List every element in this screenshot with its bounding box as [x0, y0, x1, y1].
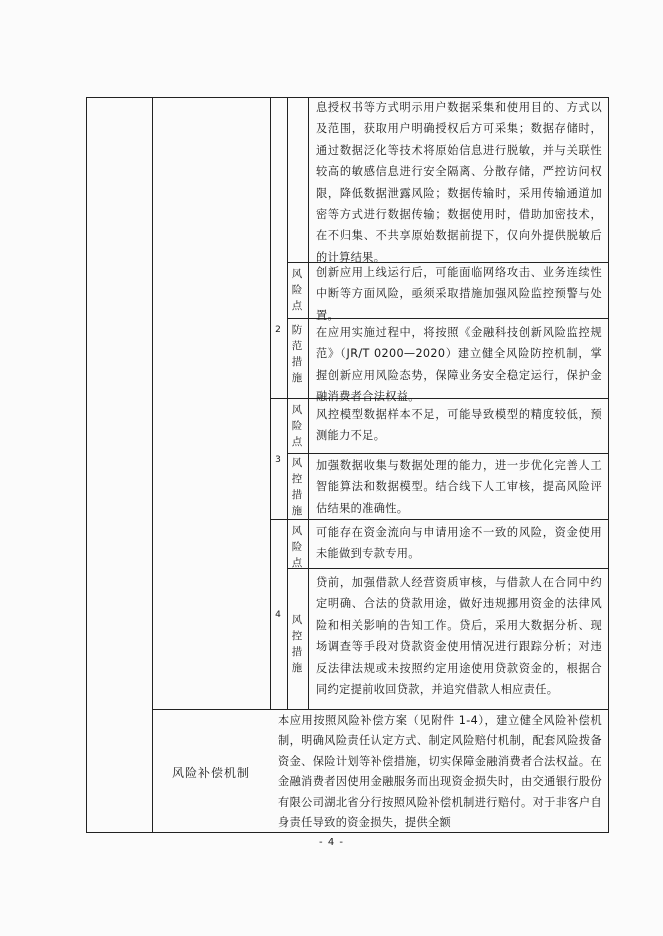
risk-point-label-2: 风险点: [291, 268, 303, 312]
compensation-text: 本应用按照风险补偿方案（见附件 1-4），建立健全风险补偿机制，明确风险责任认定方式、制定风险赔付机制，配套风险拨备资金、保险计划等补偿措施，切实保障金融消费者合法权益。在金融消费者因使用金融服务而出现资金损失时，由交通银行股份有限公司湖北省分行按照风险补偿机制进行赔付。对于非客户自身责任导致的资金损失，提供全额: [278, 714, 602, 830]
control-text-3: 加强数据收集与数据处理的能力，进一步优化完善人工智能算法和数据模型。结合线下人工审核，提高风险评估结果的准确性。: [316, 459, 602, 515]
risk-point-text-2: 创新应用上线运行后，可能面临网络攻击、业务连续性中断等方面风险，亟须采取措施加强风险监控预警与处置。: [316, 266, 602, 322]
control-text-4: 贷前，加强借款人经营资质审核，与借款人在合同中约定明确、合法的贷款用途，做好违规挪用资金的法律风险和相关影响的告知工作。贷后，采用大数据分析、现场调查等手段对贷款资金使用情况进行跟踪分析；对违反法律法规或未按照约定用途使用贷款资金的，根据合同约定提前收回贷款，并追究借款人相应责任。: [316, 576, 602, 697]
control-label-3: 风控措施: [291, 457, 303, 517]
risk-point-label-3: 风险点: [291, 404, 303, 448]
row-sep-item4: [152, 709, 608, 710]
page-number: - 4 -: [319, 837, 344, 848]
prevention-text-2: 在应用实施过程中，将按照《金融科技创新风险监控规范》（JR/T 0200—2020）建立健全风险防控机制，掌握创新应用风险态势，保障业务安全稳定运行，保护金融消费者合法权益。: [316, 326, 602, 404]
risk-point-text-4: 可能存在资金流向与申请用途不一致的风险，资金使用未能做到专款专用。: [316, 526, 602, 561]
risk-point-label-4: 风险点: [291, 525, 303, 569]
compensation-title: 风险补偿机制: [171, 766, 250, 780]
risk-point-text-3: 风控模型数据样本不足，可能导致模型的精度较低，预测能力不足。: [316, 408, 602, 443]
col-divider-number: [270, 97, 271, 709]
col-divider-text: [308, 97, 309, 709]
data-security-text: 息授权书等方式明示用户数据采集和使用目的、方式以及范围，获取用户明确授权后方可采集；数据存储时，通过数据泛化等技术将原始信息进行脱敏，并与关联性较高的敏感信息进行安全隔离、分散存储，严控访问权限，降低数据泄露风险；数据传输时，采用传输通道加密等方式进行数据传输；数据使用时，借助加密技术，在不归集、不共享原始数据前提下，仅向外提供脱敏后的计算结果。: [316, 101, 602, 264]
row-sep-4a: [287, 568, 608, 569]
control-label-4: 风控措施: [291, 614, 303, 674]
row-sep-3a: [287, 453, 608, 454]
col-divider-category: [152, 97, 153, 832]
table-border-left: [86, 97, 87, 833]
item-number-3: 3: [275, 455, 281, 465]
table-border-right: [608, 97, 609, 833]
item-number-2: 2: [275, 325, 281, 335]
item-number-4: 4: [275, 610, 281, 620]
prevention-label-2: 防范措施: [291, 324, 303, 384]
col-divider-label: [287, 97, 288, 709]
